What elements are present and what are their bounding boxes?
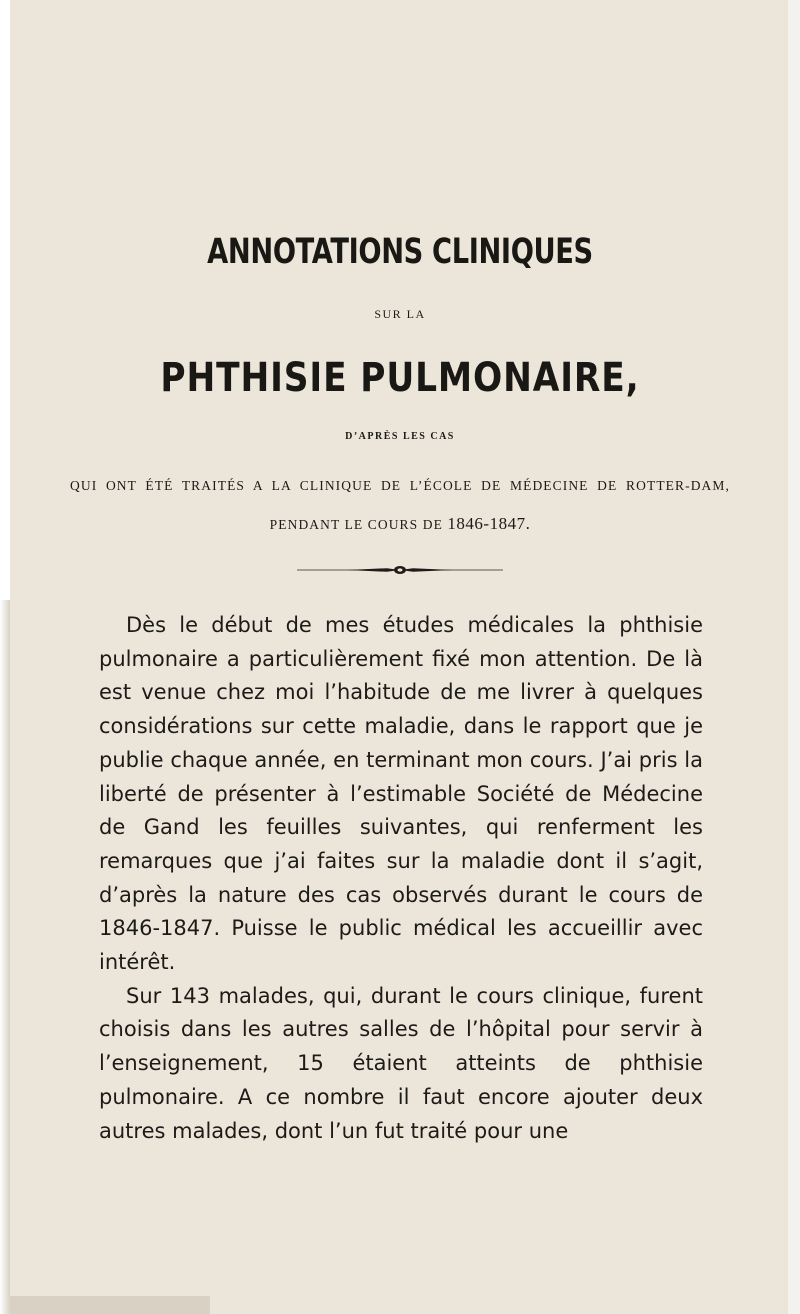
- subject-title: PHTHISIE PULMONAIRE,: [160, 355, 640, 401]
- page-edge-left: [0, 600, 10, 1314]
- title-connector-sur-la: SUR LA: [374, 307, 426, 321]
- paragraph-2: Sur 143 malades, qui, durant le cours clinique, furent choisis dans les autres salles de l’hôpital pour servir à l’enseignement, 15 étaient atteints de phthisie pulmonaire. A ce nombre il faut encore ajouter deux autres malades, dont l’un fut traité pour une: [99, 983, 703, 1143]
- page-edge-right: [788, 0, 800, 1314]
- main-title: ANNOTATIONS CLINIQUES: [207, 232, 593, 272]
- paragraph-1: Dès le début de mes études médicales la phthisie pulmonaire a particulièrement fixé mon attention. De là est venue chez moi l’habitude de me livrer à quelques considérations sur cette maladie, dans le rapport que je publie chaque année, en terminant mon cours. J’ai pris la liberté de présenter à l’estimable Société de Médecine de Gand les feuilles suivantes, qui renferment les remarques que j’ai faites sur la maladie dont il s’agit, d’après la nature des cas observés durant le cours de 1846-1847. Puisse le public médical les accueillir avec intérêt.: [99, 613, 703, 975]
- subtitle-text: QUI ONT ÉTÉ TRAITÉS A LA CLINIQUE DE L’ÉCOLE DE MÉDECINE DE ROTTER-DAM, PENDANT LE COURS DE: [70, 478, 730, 532]
- ornament-divider-icon: [297, 564, 503, 576]
- title-connector-dapres: D’APRÈS LES CAS: [345, 431, 455, 442]
- subtitle-description: [70, 467, 730, 544]
- body-text: [99, 609, 703, 1148]
- page-edge-bottom: [10, 1296, 210, 1314]
- subtitle-years: 1846-1847.: [447, 514, 531, 533]
